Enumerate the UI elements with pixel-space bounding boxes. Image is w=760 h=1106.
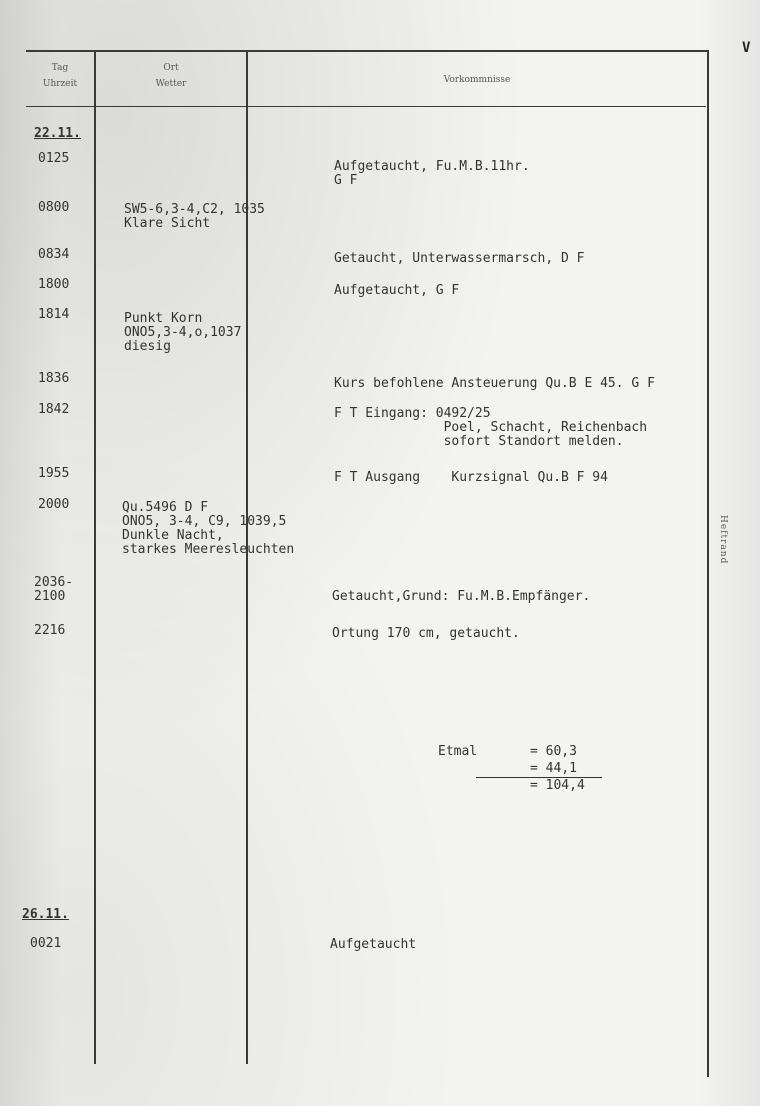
top-border: [26, 50, 709, 52]
event-entry: Getaucht, Unterwassermarsch, D F: [334, 251, 585, 266]
time-entry: 0125: [38, 151, 70, 166]
header-place-line2: Wetter: [155, 79, 187, 89]
time-entry: 2036- 2100: [34, 575, 74, 604]
calc-line2: = 44,1: [530, 761, 577, 776]
header-time: [28, 60, 92, 92]
calc-line1: = 60,3: [530, 744, 577, 759]
event-entry: Kurs befohlene Ansteuerung Qu.B E 45. G F: [334, 376, 655, 391]
header-events: Vorkommnisse: [443, 75, 511, 85]
header-time-line1: Tag: [51, 63, 69, 73]
margin-note: Heftrand: [718, 515, 728, 565]
place-entry: Punkt Korn ONO5,3-4,o,1037 diesig: [124, 311, 242, 354]
time-entry: 1814: [38, 307, 70, 322]
time-entry: 1836: [38, 371, 70, 386]
date-entry: 26.11.: [22, 907, 69, 922]
event-entry: Aufgetaucht, G F: [334, 283, 460, 298]
col1-divider: [94, 52, 96, 1064]
time-entry: 1800: [38, 277, 70, 292]
time-entry: 0834: [38, 247, 70, 262]
header-divider: [26, 106, 706, 107]
event-entry: Getaucht,Grund: Fu.M.B.Empfänger.: [332, 589, 591, 604]
event-entry: Aufgetaucht: [330, 937, 417, 952]
header-place: [96, 60, 246, 92]
time-entry: 2216: [34, 623, 66, 638]
time-entry: 0800: [38, 200, 70, 215]
corner-mark: V: [742, 40, 751, 56]
event-entry: Ortung 170 cm, getaucht.: [332, 626, 520, 641]
date-entry: 22.11.: [34, 126, 81, 141]
calc-total: = 104,4: [530, 778, 585, 793]
right-border: [707, 52, 709, 1077]
event-entry: F T Ausgang Kurzsignal Qu.B F 94: [334, 470, 608, 485]
header-time-line2: Uhrzeit: [42, 79, 78, 89]
time-entry: 0021: [30, 936, 62, 951]
time-entry: 2000: [38, 497, 70, 512]
place-entry: Qu.5496 D F ONO5, 3-4, C9, 1039,5 Dunkle Nacht, starkes Meeresleuchten: [122, 500, 295, 557]
time-entry: 1842: [38, 402, 70, 417]
place-entry: SW5-6,3-4,C2, 1035 Klare Sicht: [124, 202, 265, 231]
event-entry: F T Eingang: 0492/25 Poel, Schacht, Reichenbach sofort Standort melden.: [334, 406, 648, 449]
time-entry: 1955: [38, 466, 70, 481]
header-place-line1: Ort: [163, 63, 179, 73]
event-entry: Aufgetaucht, Fu.M.B.11hr. G F: [334, 159, 530, 188]
calc-label: Etmal: [438, 744, 478, 759]
